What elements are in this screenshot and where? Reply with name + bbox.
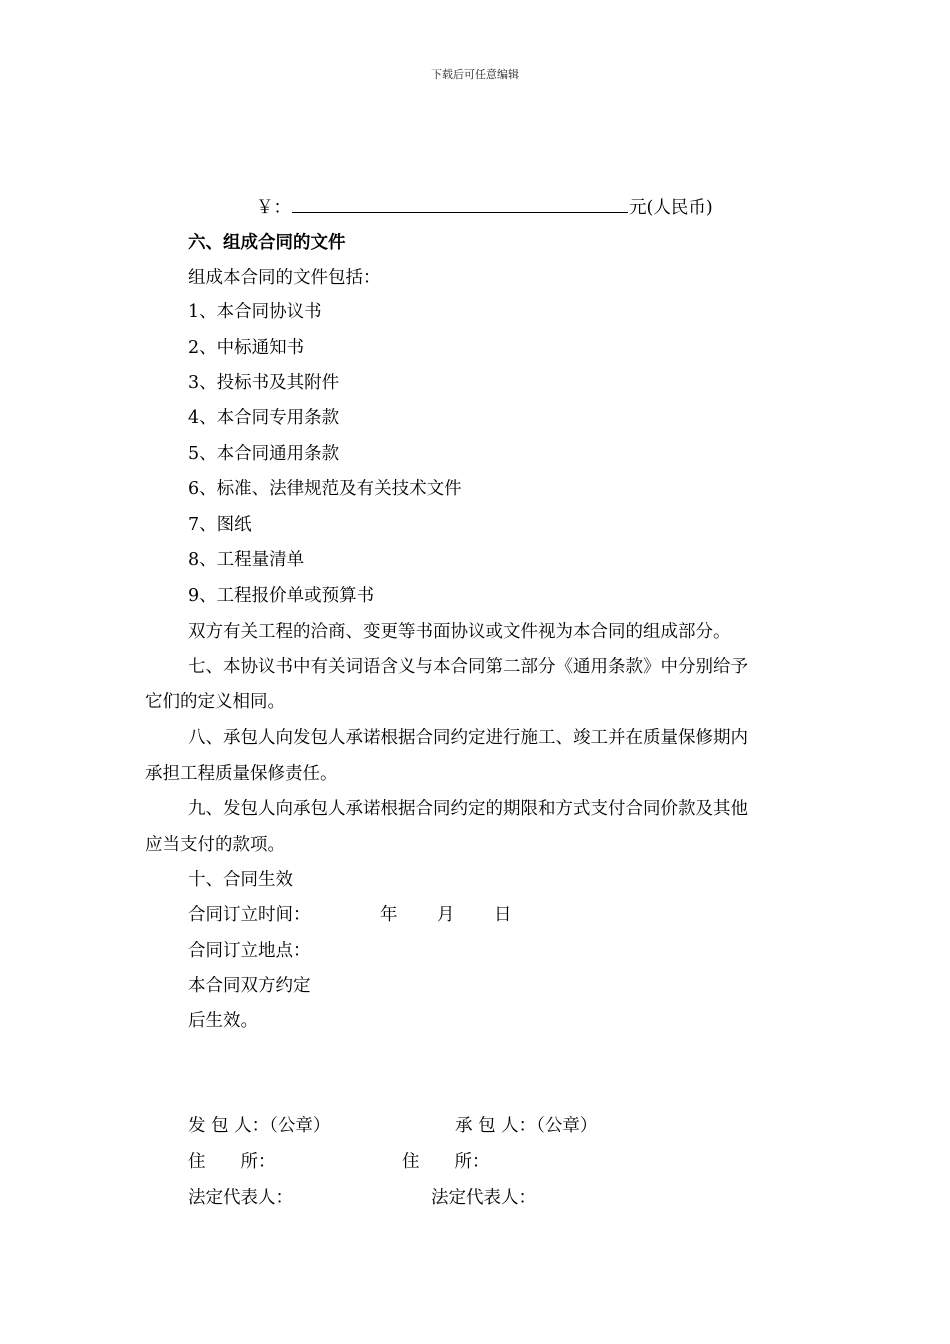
employer-address-label: 住 所： [188, 1152, 276, 1172]
list-item: 3、投标书及其附件 [188, 373, 340, 393]
effect-line2: 后生效。 [188, 1011, 258, 1031]
signing-year: 年 [380, 905, 398, 925]
section9-line1: 九、发包人向承包人承诺根据合同约定的期限和方式支付合同价款及其他 [188, 799, 748, 819]
list-item: 4、本合同专用条款 [188, 408, 340, 428]
list-item: 8、工程量清单 [188, 550, 305, 570]
page-header: 下载后可任意编辑 [431, 68, 519, 81]
section6-title: 六、组成合同的文件 [188, 233, 346, 253]
list-item: 1、本合同协议书 [188, 302, 322, 322]
amount-blank [292, 196, 628, 213]
signing-month: 月 [437, 905, 455, 925]
list-item: 6、标准、法律规范及有关技术文件 [188, 479, 462, 499]
section7-line2: 它们的定义相同。 [145, 692, 285, 712]
contractor-seal-label: 承 包 人：（公章） [455, 1116, 598, 1136]
amount-line [256, 196, 713, 220]
section10-title: 十、合同生效 [188, 870, 293, 890]
effect-line1: 本合同双方约定 [188, 976, 311, 996]
section7-line1: 七、本协议书中有关词语含义与本合同第二部分《通用条款》中分别给予 [188, 657, 748, 677]
list-item: 9、工程报价单或预算书 [188, 586, 375, 606]
list-item: 7、图纸 [188, 515, 252, 535]
contractor-representative-label: 法定代表人： [431, 1188, 536, 1208]
employer-seal-label: 发 包 人：（公章） [188, 1116, 331, 1136]
signing-time-label: 合同订立时间： [188, 905, 311, 925]
employer-representative-label: 法定代表人： [188, 1188, 293, 1208]
contractor-address-label: 住 所： [402, 1152, 490, 1172]
list-item: 5、本合同通用条款 [188, 444, 340, 464]
section8-line2: 承担工程质量保修责任。 [145, 764, 338, 784]
section9-line2: 应当支付的款项。 [145, 835, 285, 855]
list-item: 2、中标通知书 [188, 338, 305, 358]
amount-suffix: 元(人民币) [629, 198, 713, 218]
amount-prefix: ￥： [256, 198, 291, 218]
signing-day: 日 [494, 905, 512, 925]
section6-intro: 组成本合同的文件包括： [188, 268, 381, 288]
section8-line1: 八、承包人向发包人承诺根据合同约定进行施工、竣工并在质量保修期内 [188, 728, 748, 748]
section6-closing: 双方有关工程的洽商、变更等书面协议或文件视为本合同的组成部分。 [188, 622, 731, 642]
signing-place-label: 合同订立地点： [188, 941, 311, 961]
